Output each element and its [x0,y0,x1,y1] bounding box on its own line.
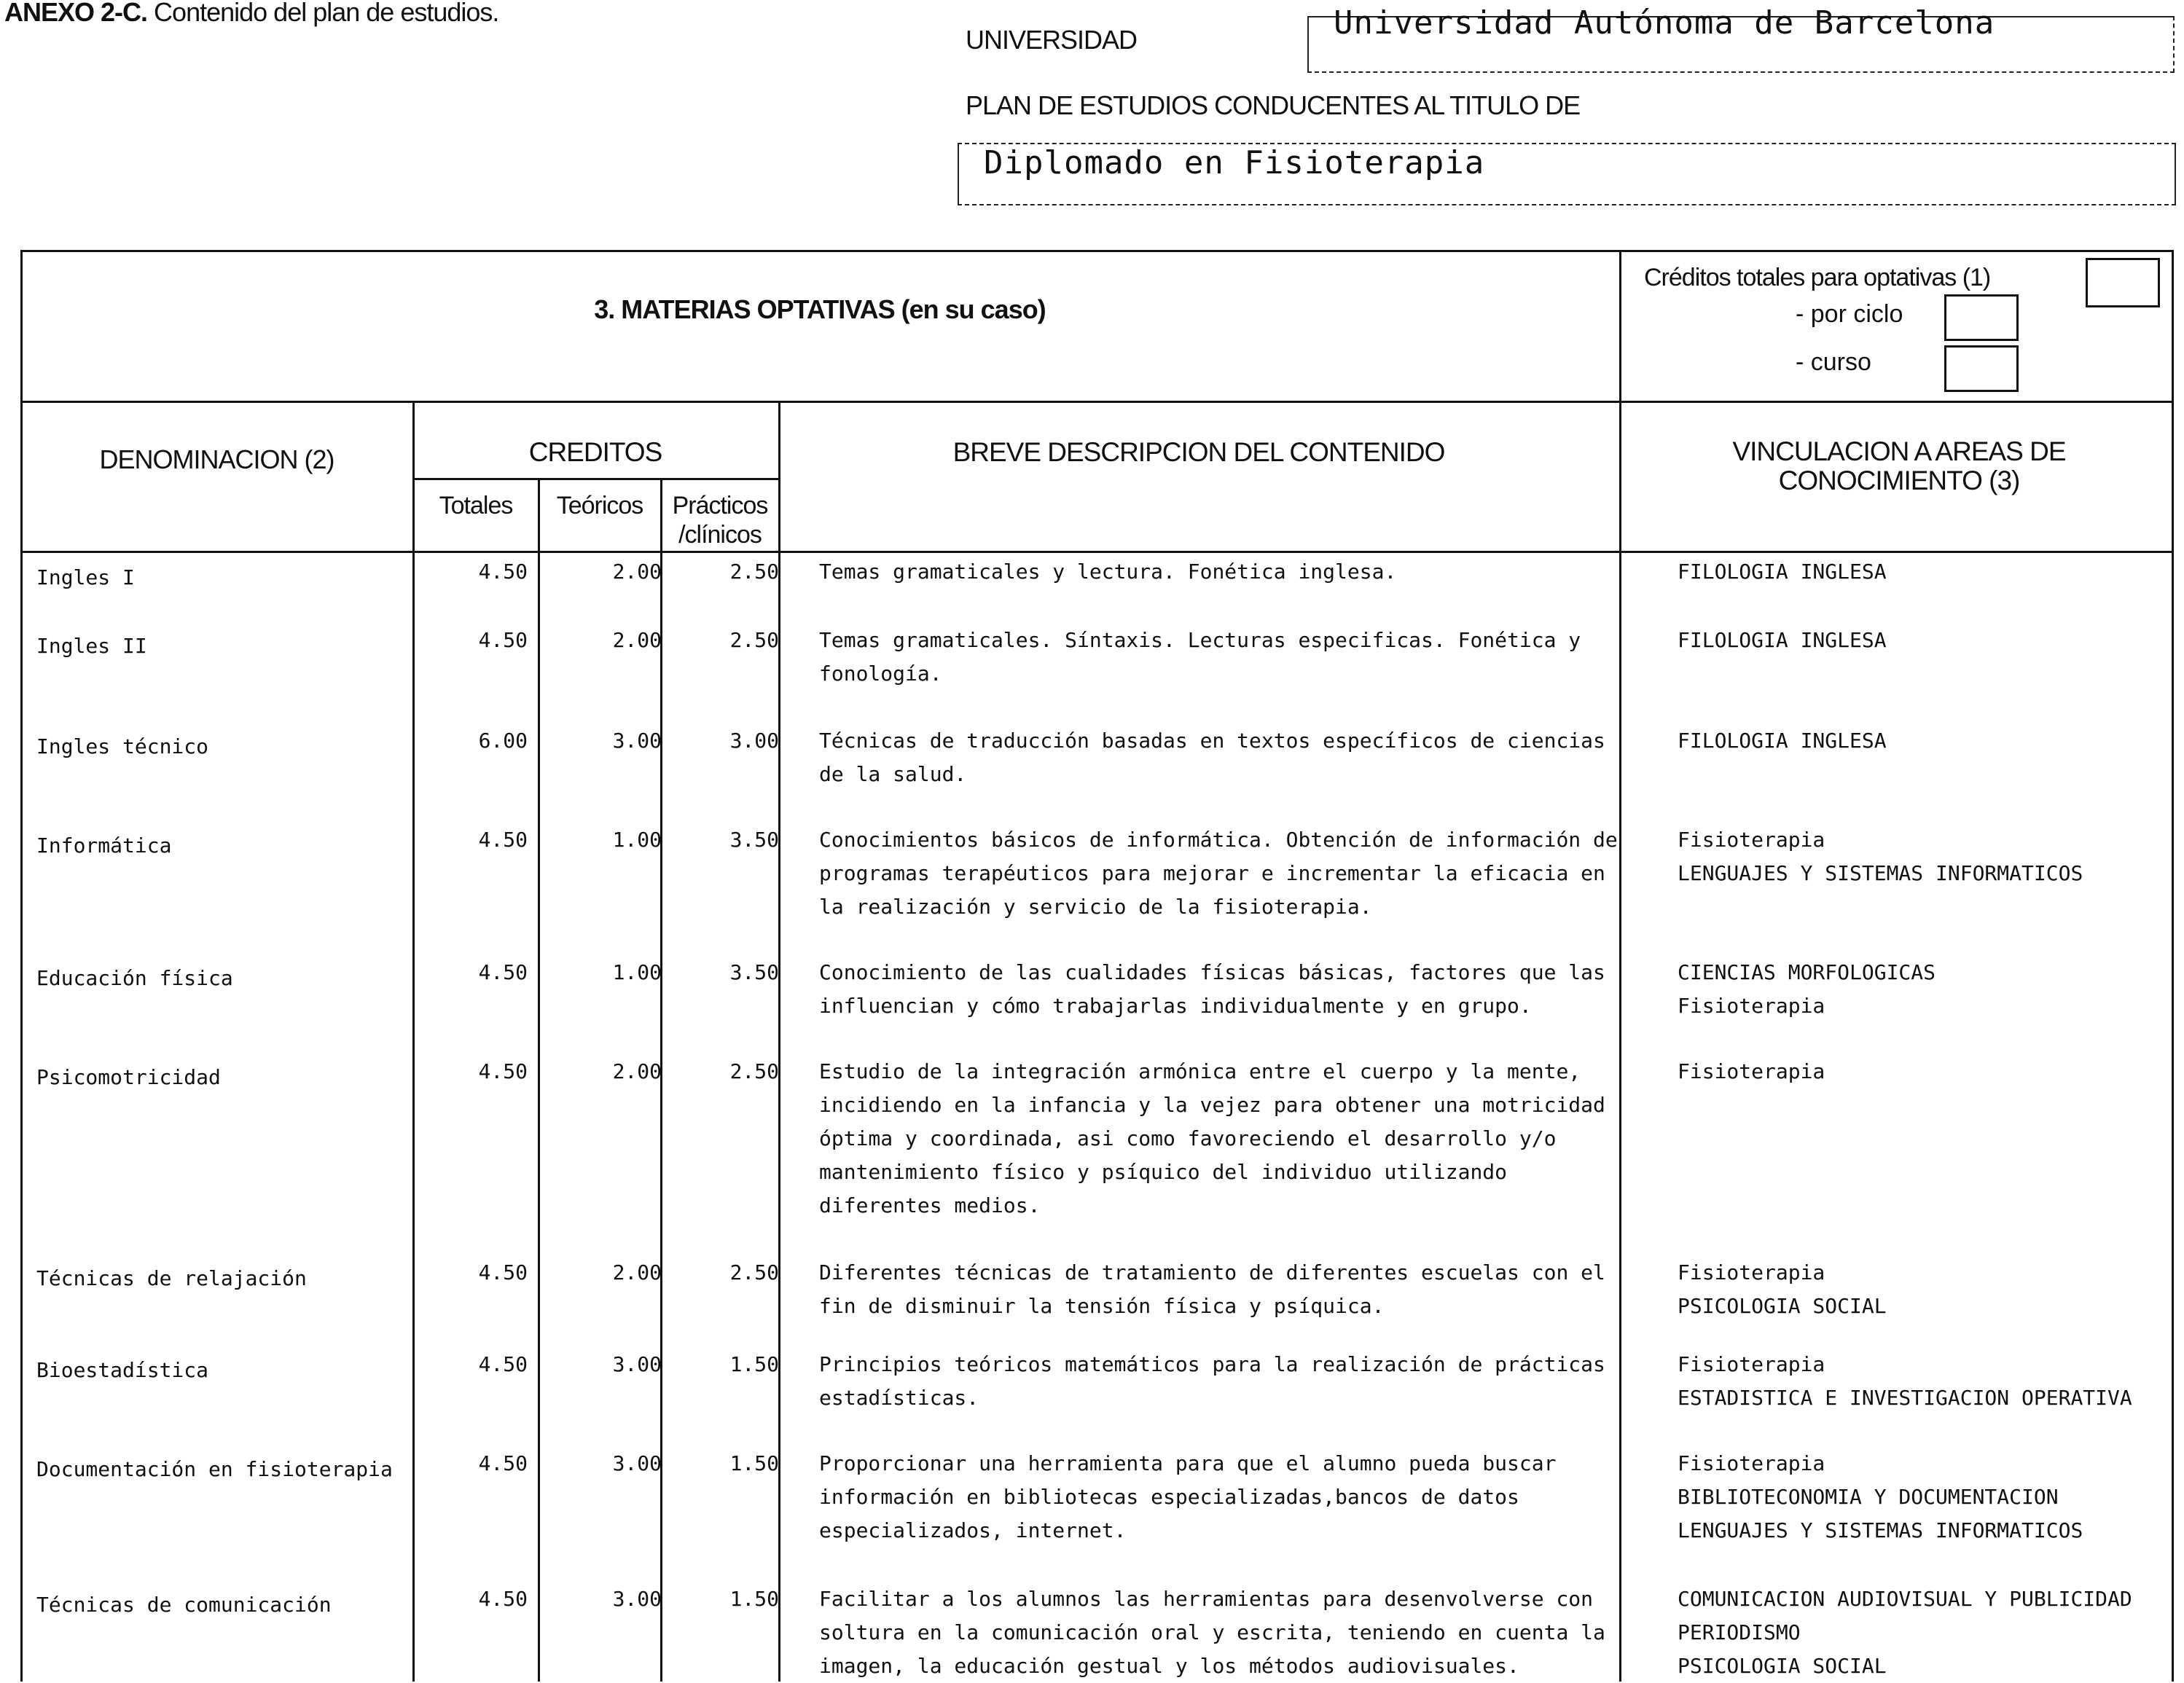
knowledge-area: Fisioterapia [1678,828,1825,852]
credits-total: 4.50 [478,1260,528,1284]
annex-heading [4,0,498,28]
credits-practice: 3.50 [729,828,779,852]
per-cycle-label: - por ciclo [1796,300,1903,328]
annex-description: Contenido del plan de estudios. [147,0,499,27]
creditos-header: CREDITOS [528,437,662,467]
knowledge-areas [1678,724,1887,758]
teoricos-header: Teóricos [556,492,643,519]
description-line: fin de disminuir la tensión física y psíquica. [819,1294,1385,1318]
knowledge-area: Fisioterapia [1678,1059,1825,1083]
credits-practice: 2.50 [729,1260,779,1284]
credits-subheader-divider [412,478,778,480]
credits-total: 4.50 [478,1587,528,1611]
knowledge-areas [1678,555,1887,589]
totales-column-border [538,478,540,1682]
knowledge-area: PSICOLOGIA SOCIAL [1678,1654,1887,1678]
knowledge-area: CIENCIAS MORFOLOGICAS [1678,960,1936,984]
description-line: Principios teóricos matemáticos para la realización de prácticas [819,1352,1605,1376]
header-bottom-border [22,551,2173,553]
subject-description [819,724,1605,791]
credits-theory: 3.00 [612,729,662,753]
per-course-label: - curso [1796,348,1871,376]
knowledge-area: LENGUAJES Y SISTEMAS INFORMATICOS [1678,1518,2083,1542]
subject-description [819,1055,1605,1223]
description-line: óptima y coordinada, asi como favoreciendo el desarrollo y/o [819,1126,1557,1150]
university-value: Universidad Autónoma de Barcelona [1334,4,1995,42]
subject-description [819,1256,1605,1323]
description-line: soltura en la comunicación oral y escrita, teniendo en cuenta la [819,1620,1605,1644]
knowledge-area: LENGUAJES Y SISTEMAS INFORMATICOS [1678,861,2083,885]
knowledge-area: Fisioterapia [1678,1451,1825,1475]
description-line: estadísticas. [819,1386,979,1410]
subject-description [819,555,1396,589]
credits-total: 4.50 [478,1451,528,1475]
credits-theory: 2.00 [612,560,662,584]
credits-theory: 2.00 [612,1059,662,1083]
credits-theory: 3.00 [612,1451,662,1475]
knowledge-areas [1678,956,1936,1023]
subject-name: Bioestadística [36,1358,209,1382]
section-title: 3. MATERIAS OPTATIVAS (en su caso) [594,294,1046,324]
degree-plan-label: PLAN DE ESTUDIOS CONDUCENTES AL TITULO DE [966,90,1581,120]
subject-description [819,1447,1556,1547]
knowledge-areas [1678,823,2083,890]
practicos-header [662,491,778,549]
practicos-header-line2: /clínicos [678,521,762,549]
knowledge-areas [1678,1348,2132,1415]
knowledge-area: Fisioterapia [1678,1352,1825,1376]
credits-total: 4.50 [478,1059,528,1083]
knowledge-area: FILOLOGIA INGLESA [1678,729,1887,753]
subject-description [819,956,1605,1023]
description-line: especializados, internet. [819,1518,1127,1542]
knowledge-areas [1678,1582,2132,1683]
subject-name: Informática [36,833,172,858]
credits-total: 4.50 [478,828,528,852]
credits-total: 4.50 [478,1352,528,1376]
knowledge-area: COMUNICACION AUDIOVISUAL Y PUBLICIDAD [1678,1587,2132,1611]
knowledge-area: Fisioterapia [1678,994,1825,1018]
credits-total: 4.50 [478,960,528,984]
credits-total: 4.50 [478,560,528,584]
total-optional-credits-box [2086,258,2160,307]
credits-practice: 1.50 [729,1451,779,1475]
description-line: incidiendo en la infancia y la vejez para obtener una motricidad [819,1093,1605,1117]
knowledge-area: ESTADISTICA E INVESTIGACION OPERATIVA [1678,1386,2132,1410]
university-label: UNIVERSIDAD [966,25,1138,55]
knowledge-area: PSICOLOGIA SOCIAL [1678,1294,1887,1318]
knowledge-areas [1678,1447,2083,1547]
description-line: Conocimientos básicos de informática. Obtención de información de [819,828,1618,852]
subject-name: Ingles I [36,565,135,589]
description-line: Diferentes técnicas de tratamiento de diferentes escuelas con el [819,1260,1605,1284]
credits-theory: 2.00 [612,628,662,652]
knowledge-area: Fisioterapia [1678,1260,1825,1284]
degree-title-value: Diplomado en Fisioterapia [984,144,1485,181]
areas-column-border [1619,250,1621,1682]
credits-practice: 1.50 [729,1352,779,1376]
subject-name: Ingles técnico [36,734,209,758]
subject-name: Técnicas de comunicación [36,1593,332,1617]
credits-practice: 3.50 [729,960,779,984]
knowledge-area: PERIODISMO [1678,1620,1801,1644]
practicos-header-line1: Prácticos [672,492,768,519]
knowledge-area: FILOLOGIA INGLESA [1678,628,1887,652]
subject-description [819,1582,1605,1683]
description-line: Temas gramaticales y lectura. Fonética inglesa. [819,560,1397,584]
subject-name: Técnicas de relajación [36,1266,307,1290]
description-line: Proporcionar una herramienta para que el alumno pueda buscar [819,1451,1557,1475]
subject-description [819,823,1618,924]
description-line: la realización y servicio de la fisioterapia. [819,895,1372,919]
credits-theory: 2.00 [612,1260,662,1284]
subject-description [819,624,1581,691]
knowledge-area: BIBLIOTECONOMIA Y DOCUMENTACION [1678,1485,2059,1509]
subject-name: Educación física [36,966,233,990]
description-line: de la salud. [819,762,967,786]
denominacion-header: DENOMINACION (2) [99,444,334,474]
credits-practice: 2.50 [729,1059,779,1083]
knowledge-areas [1678,1055,1825,1088]
description-line: información en bibliotecas especializadas,bancos de datos [819,1485,1519,1509]
per-cycle-box [1944,294,2019,341]
credits-practice: 2.50 [729,560,779,584]
knowledge-area: FILOLOGIA INGLESA [1678,560,1887,584]
knowledge-areas [1678,1256,1887,1323]
credits-practice: 2.50 [729,628,779,652]
subject-name: Documentación en fisioterapia [36,1457,393,1481]
knowledge-areas [1678,624,1887,657]
section-divider [22,401,2173,403]
vinculacion-header [1622,437,2176,495]
descripcion-header: BREVE DESCRIPCION DEL CONTENIDO [952,437,1445,467]
description-line: programas terapéuticos para mejorar e incrementar la eficacia en [819,861,1605,885]
credits-column-border [412,401,415,1682]
per-course-box [1944,345,2019,392]
description-line: Temas gramaticales. Síntaxis. Lecturas especificas. Fonética y [819,628,1581,652]
description-line: Estudio de la integración armónica entre el cuerpo y la mente, [819,1059,1581,1083]
description-line: Facilitar a los alumnos las herramientas para desenvolverse con [819,1587,1594,1611]
credits-total: 4.50 [478,628,528,652]
description-line: influencian y cómo trabajarlas individualmente y en grupo. [819,994,1532,1018]
totales-header: Totales [439,492,513,519]
credits-practice: 1.50 [729,1587,779,1611]
total-optional-credits-label: Créditos totales para optativas (1) [1644,264,1991,291]
credits-practice: 3.00 [729,729,779,753]
description-column-border [778,401,780,1682]
subject-name: Psicomotricidad [36,1065,221,1089]
credits-theory: 3.00 [612,1352,662,1376]
credits-theory: 1.00 [612,960,662,984]
subject-description [819,1348,1605,1415]
table-top-border [22,250,2173,252]
vinculacion-header-line1: VINCULACION A AREAS DE [1732,436,2066,466]
vinculacion-header-line2: CONOCIMIENTO (3) [1778,466,2020,495]
description-line: Conocimiento de las cualidades físicas básicas, factores que las [819,960,1605,984]
subject-name: Ingles II [36,634,147,658]
description-line: diferentes medios. [819,1193,1041,1217]
credits-total: 6.00 [478,729,528,753]
credits-theory: 3.00 [612,1587,662,1611]
description-line: Técnicas de traducción basadas en textos específicos de ciencias [819,729,1605,753]
annex-number: ANEXO 2-C. [4,0,148,27]
credits-theory: 1.00 [612,828,662,852]
description-line: mantenimiento físico y psíquico del individuo utilizando [819,1160,1508,1184]
description-line: imagen, la educación gestual y los métodos audiovisuales. [819,1654,1519,1678]
description-line: fonología. [819,662,942,686]
